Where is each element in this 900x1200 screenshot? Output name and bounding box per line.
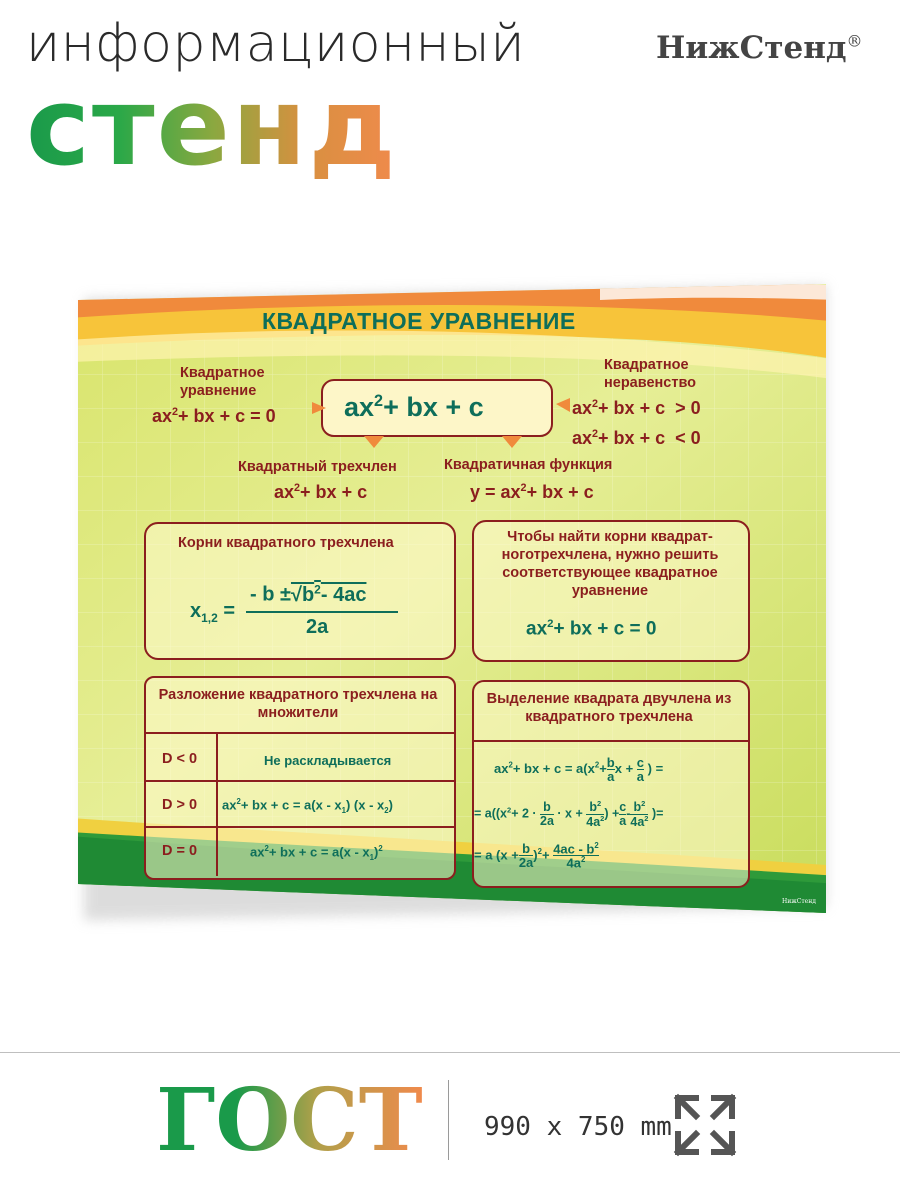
table-divider bbox=[144, 780, 454, 782]
factor-formula-2: $ax^2+$ bx + $c = a(x - x_1)$ $(x - x_2)$ bbox=[222, 797, 393, 815]
table-divider bbox=[144, 732, 454, 734]
table-divider bbox=[144, 826, 454, 828]
gost-label: ГОСТ bbox=[156, 1070, 423, 1171]
find-roots-text: Чтобы найти корни квадрат-ноготрехчлена, нужно решить соответствующее квадратное уравнение bbox=[501, 529, 719, 600]
inequality-formula-2: $ax^2+$ bx + c < 0 bbox=[572, 428, 701, 448]
table-column-divider bbox=[216, 732, 218, 876]
factor-title: Разложение квадратного трехчлена на множители bbox=[158, 687, 438, 722]
dimensions-label: 990 x 750 mm bbox=[484, 1112, 672, 1142]
equation-label: Квадратное уравнение bbox=[180, 365, 265, 400]
find-roots-formula: $ax^2+$ bx + c = 0 bbox=[526, 618, 657, 640]
roots-denominator: 2a bbox=[306, 616, 329, 638]
roots-numerator: - $b \pm√b^2-$ 4ac bbox=[250, 582, 367, 606]
trinomial-formula: $ax^2+$ bx + c bbox=[274, 482, 368, 502]
center-formula: $ax^2+$ bx + c bbox=[344, 392, 484, 422]
factor-formula-3: $ax^2+$ bx + $c = a(x - x_1)^2$ bbox=[250, 844, 383, 862]
factor-formula-1: Не раскладывается bbox=[264, 753, 392, 768]
factor-cond-2: D > 0 bbox=[162, 797, 198, 813]
footer-separator bbox=[0, 1052, 900, 1053]
square-line-1: $ax^2+$ bx + $c = a(x^2+$ $\frac{b}{a}$ x + $\frac{c}{a}$ ) = bbox=[494, 755, 664, 784]
fraction-bar bbox=[246, 611, 398, 613]
function-label: Квадратичная функция bbox=[444, 457, 613, 473]
factor-cond-1: D < 0 bbox=[162, 751, 198, 767]
equation-formula: $ax^2+$ bx + c = 0 bbox=[152, 406, 276, 426]
square-line-3: = a (x + $\frac{b}{2a}$ )$^2$+ $\frac{4ac - b^2}{4a^2}$ bbox=[474, 841, 599, 871]
inequality-formula-1: $ax^2+$ bx + c > 0 bbox=[572, 398, 701, 418]
square-line-2: = $a((x^2+ 2$ · $\frac{b}{2a}$ · x + $\frac{b^2}{4a^2}$ ) + $\frac{c}{a}$ - $\frac{b^2}{4a^2}$ )= bbox=[474, 799, 664, 829]
header-subtitle: информационный bbox=[26, 14, 526, 74]
roots-lhs: $x_{1,2}$ = bbox=[190, 600, 236, 625]
roots-title: Корни квадратного трехчлена bbox=[178, 535, 394, 551]
poster-footer-brand: НижСтенд bbox=[782, 898, 816, 905]
square-title: Выделение квадрата двучлена из квадратного трехчлена bbox=[486, 691, 732, 726]
footer-vertical-separator bbox=[448, 1080, 449, 1160]
square-divider bbox=[472, 740, 748, 742]
registered-mark: ® bbox=[846, 31, 863, 51]
expand-arrows-icon bbox=[672, 1092, 738, 1158]
factor-cond-3: D = 0 bbox=[162, 843, 198, 859]
function-formula: $y = ax^2+$ bx + c bbox=[470, 482, 594, 502]
header-title: стенд bbox=[26, 65, 398, 190]
poster-title: КВАДРАТНОЕ УРАВНЕНИЕ bbox=[262, 308, 576, 334]
inequality-label: Квадратное неравенство bbox=[604, 357, 697, 392]
brand-name: НижСтенд bbox=[656, 30, 847, 66]
trinomial-label: Квадратный трехчлен bbox=[238, 459, 397, 475]
